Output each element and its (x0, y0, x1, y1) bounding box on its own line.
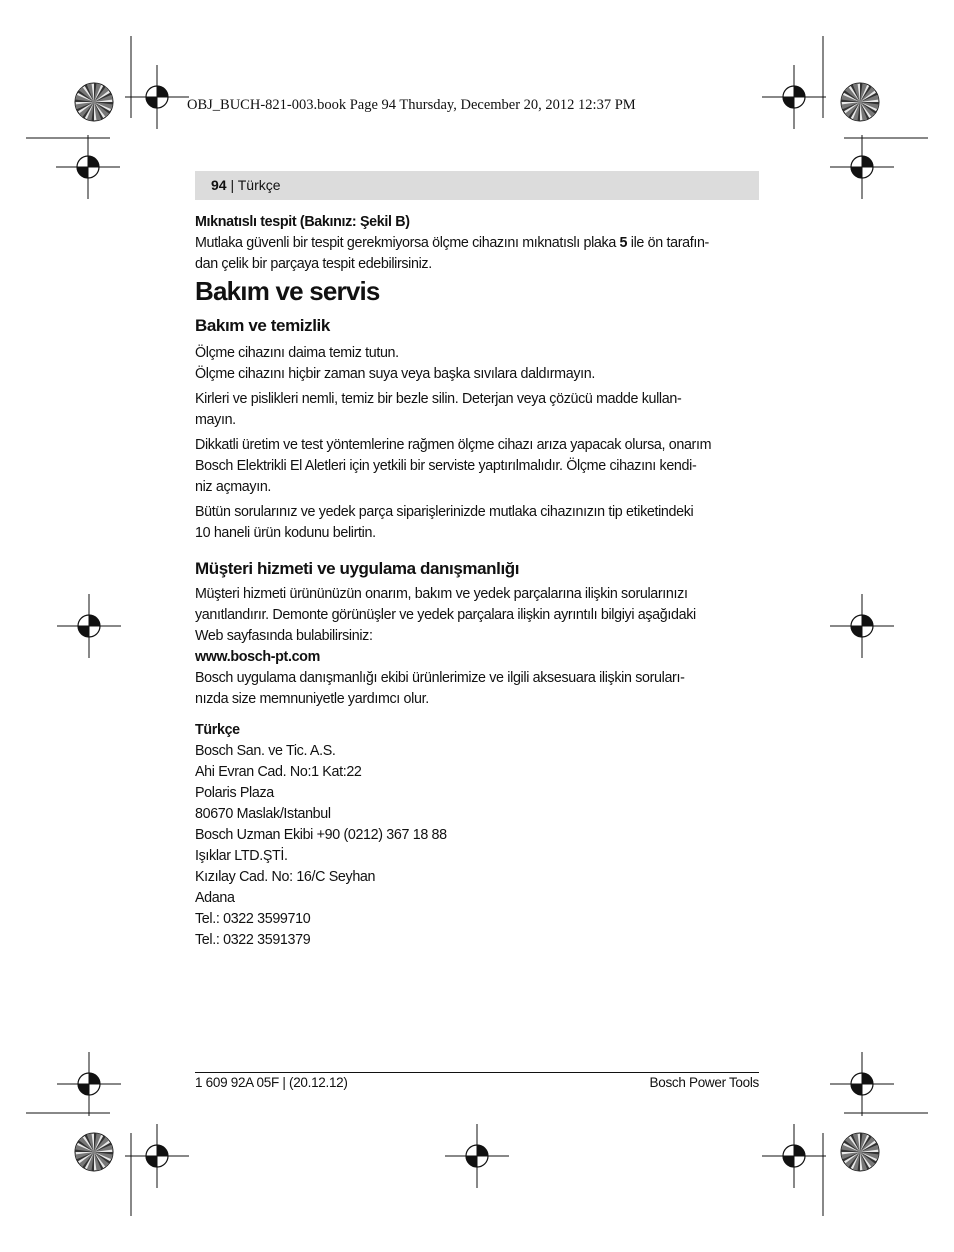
customer-service-heading: Müşteri hizmeti ve uygulama danışmanlığı (195, 559, 520, 578)
address-line: Kızılay Cad. No: 16/C Seyhan (195, 869, 376, 885)
address-line: 80670 Maslak/Istanbul (195, 806, 331, 822)
footer-document-number: 1 609 92A 05F | (20.12.12) (195, 1075, 348, 1090)
address-line: Bosch Uzman Ekibi +90 (0212) 367 18 88 (195, 827, 447, 843)
address-line: Tel.: 0322 3591379 (195, 932, 311, 948)
header-language: Türkçe (237, 177, 281, 193)
page-body (195, 212, 761, 951)
care-paragraph-3: Kirleri ve pislikleri nemli, temiz bir bezle silin. Deterjan veya çözücü madde kullan- mayın. (195, 391, 682, 428)
customer-service-paragraph-2: Bosch uygulama danışmanlığı ekibi ürünlerimize ve ilgili aksesuara ilişkin soruları- nızda size memnuniyetle yardımcı olur. (195, 670, 685, 707)
website-link[interactable]: www.bosch-pt.com (195, 649, 320, 665)
address-line: Adana (195, 890, 235, 906)
address-line: Tel.: 0322 3599710 (195, 911, 311, 927)
contact-heading: Türkçe (195, 722, 240, 738)
customer-service-paragraph-1: Müşteri hizmeti ürününüzün onarım, bakım ve yedek parçalarına ilişkin sorularınızı yanıtlandırır. Demonte görünüşler ve yedek parçalara ilişkin ayrıntılı bilgiyi aşağıdaki Web sayfasında bulabilirsiniz: (195, 586, 696, 644)
care-paragraph-5: Bütün sorularınız ve yedek parça siparişlerinizde mutlaka cihazınızın tip etiketindeki 10 haneli ürün kodunu belirtin. (195, 504, 694, 541)
header-separator: | (230, 177, 235, 193)
magnetic-mount-text-cont: dan çelik bir parçaya tespit edebilirsiniz. (195, 256, 432, 272)
page-number: 94 (211, 177, 227, 193)
contact-address (195, 741, 761, 951)
care-paragraph-2: Ölçme cihazını hiçbir zaman suya veya başka sıvılara daldırmayın. (195, 366, 595, 382)
address-line: Işıklar LTD.ŞTİ. (195, 848, 288, 864)
magnetic-mount-text: Mutlaka güvenli bir tespit gerekmiyorsa ölçme cihazını mıknatıslı plaka 5 ile ön tarafın- (195, 235, 709, 251)
reference-number: 5 (619, 235, 628, 251)
page-header (211, 177, 281, 193)
section-title: Bakım ve servis (195, 276, 380, 306)
magnetic-mount-heading: Mıknatıslı tespit (Bakınız: Şekil B) (195, 214, 410, 230)
address-line: Ahi Evran Cad. No:1 Kat:22 (195, 764, 362, 780)
care-heading: Bakım ve temizlik (195, 316, 330, 335)
footer-divider (195, 1072, 759, 1073)
address-line: Polaris Plaza (195, 785, 274, 801)
care-paragraph-4: Dikkatli üretim ve test yöntemlerine rağmen ölçme cihazı arıza yapacak olursa, onarım Bosch Elektrikli El Aletleri için yetkili bir serviste yaptırılmalıdır. Ölçme cihazını kendi- niz açmayın. (195, 437, 712, 495)
address-line: Bosch San. ve Tic. A.S. (195, 743, 336, 759)
footer-brand: Bosch Power Tools (649, 1075, 759, 1090)
page-header-bar (195, 171, 759, 200)
care-paragraph-1: Ölçme cihazını daima temiz tutun. (195, 345, 399, 361)
book-slug-line: OBJ_BUCH-821-003.book Page 94 Thursday, December 20, 2012 12:37 PM (187, 97, 636, 113)
